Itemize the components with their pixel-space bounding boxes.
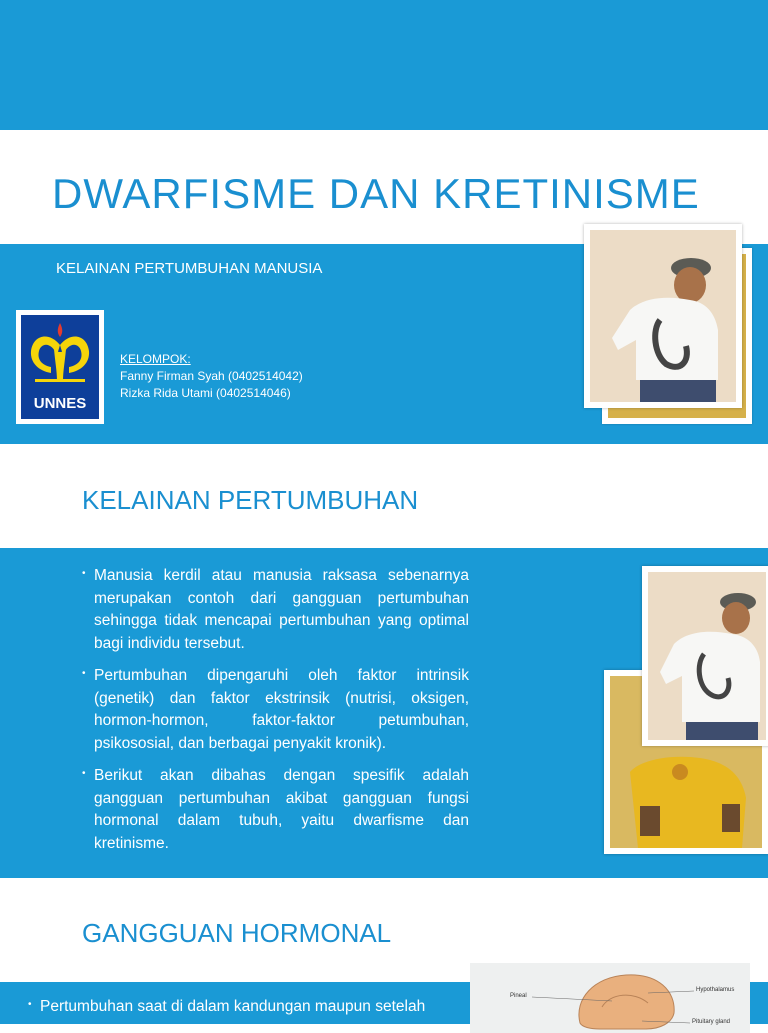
person-white-illustration (648, 572, 766, 740)
unnes-emblem-icon (21, 315, 99, 395)
bullet-text: Pertumbuhan dipengaruhi oleh faktor intrinsik (genetik) dan faktor ekstrinsik (nutrisi, oksigen, hormon-hormon, faktor-faktor petumbuhan, psikososial, dan berbagai penyakit kronik). (94, 667, 469, 752)
list-item (82, 565, 469, 655)
photo-frame-white-shirt (642, 566, 768, 746)
person-photo-white (648, 572, 766, 740)
label-pineal: Pineal (510, 993, 527, 999)
bullet-text: Pertumbuhan saat di dalam kandungan maupun setelah (40, 998, 426, 1015)
member-2: Rizka Rida Utami (0402514046) (120, 386, 291, 400)
bullet-dot-icon: • (82, 768, 86, 779)
slide3-title: GANGGUAN HORMONAL (82, 918, 392, 948)
slide1-subtitle: KELAINAN PERTUMBUHAN MANUSIA (56, 260, 323, 277)
bullet-dot-icon: • (82, 668, 86, 679)
person-photo (590, 230, 736, 402)
slide2-bullet-list (82, 565, 469, 865)
brain-diagram (470, 963, 750, 1033)
label-hypothalamus: Hypothalamus (696, 987, 735, 993)
unnes-logo (16, 310, 104, 424)
group-label: KELOMPOK: (120, 352, 191, 366)
slide1-title: DWARFISME DAN KRETINISME (52, 170, 700, 217)
person-illustration (590, 230, 736, 402)
slide1-top-band (0, 0, 768, 130)
unnes-logo-text: UNNES (33, 395, 87, 412)
bullet-text: Berikut akan dibahas dengan spesifik adalah gangguan pertumbuhan akibat gangguan fungsi hormonal dalam tubuh, yaitu dwarfisme dan kretinisme. (94, 767, 469, 852)
member-1: Fanny Firman Syah (0402514042) (120, 369, 303, 383)
bullet-dot-icon: • (82, 568, 86, 579)
slide2-title: KELAINAN PERTUMBUHAN (82, 485, 419, 515)
list-item (82, 665, 469, 755)
photo-frame-front (584, 224, 742, 408)
unnes-logo-icon (21, 315, 99, 419)
bullet-dot-icon: • (28, 999, 32, 1010)
bullet-text: Manusia kerdil atau manusia raksasa sebenarnya merupakan contoh dari gangguan pertumbuhan sehingga tidak mencapai pertumbuhan yang optimal bagi individu tersebut. (94, 567, 469, 652)
label-pituitary: Pituitary gland (692, 1019, 731, 1025)
list-item (28, 996, 450, 1019)
list-item (82, 765, 469, 855)
